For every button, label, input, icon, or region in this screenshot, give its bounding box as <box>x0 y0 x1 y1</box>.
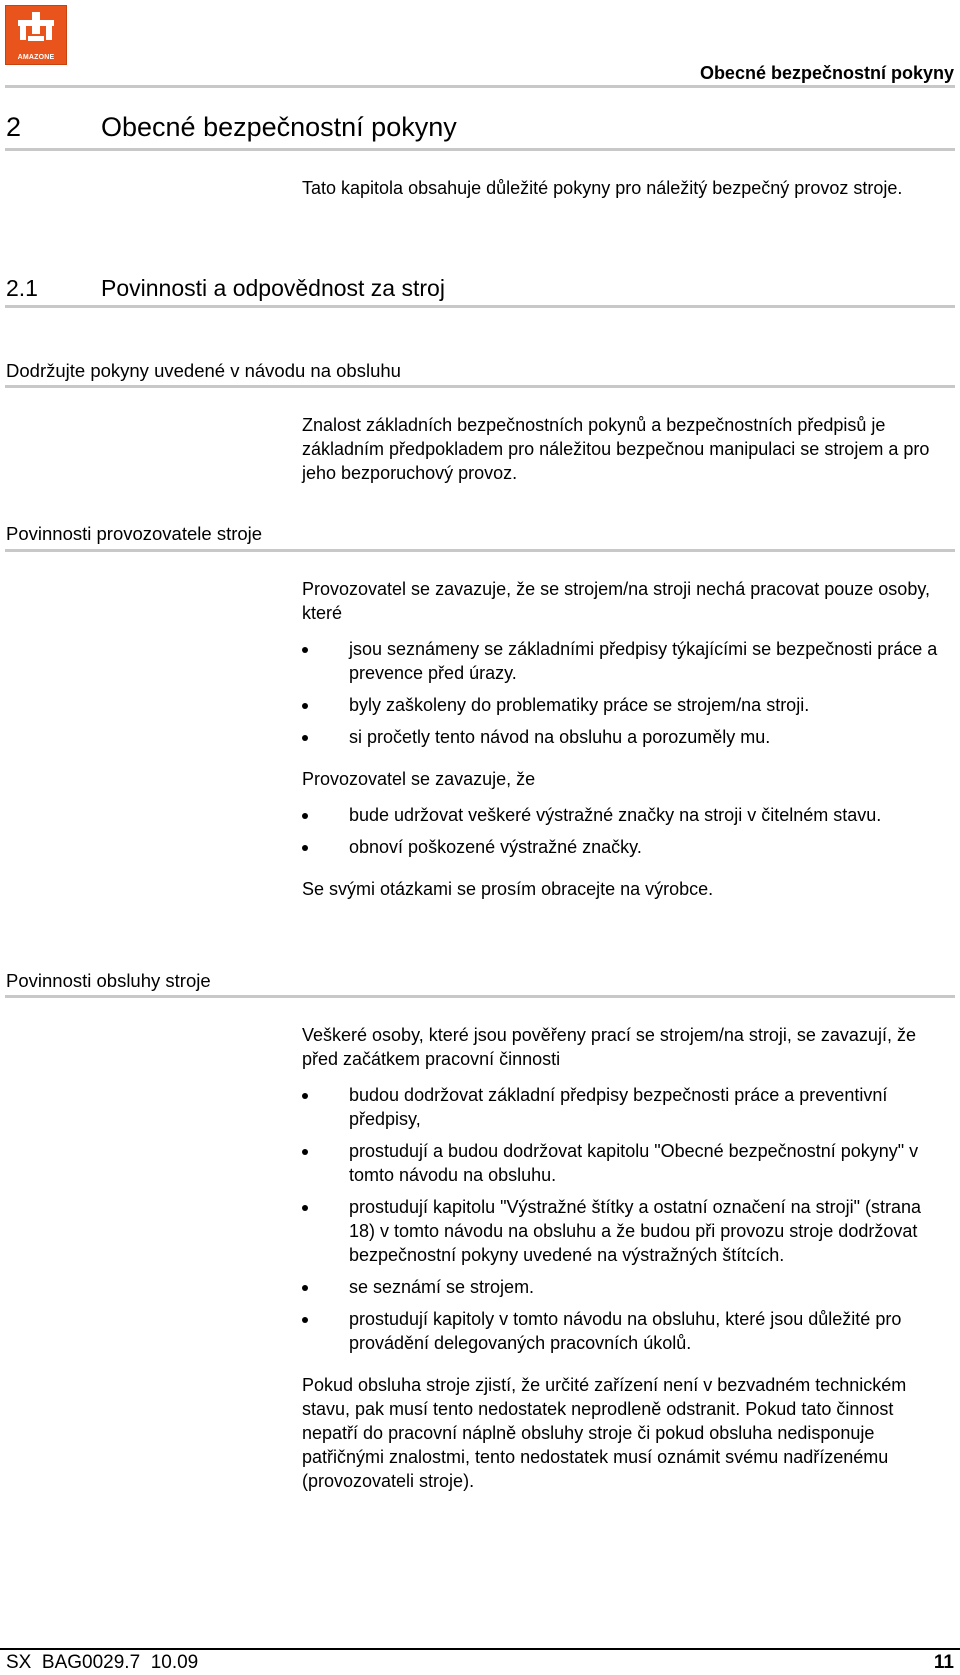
block3-intro: Veškeré osoby, které jsou pověřeny prací se strojem/na stroji, se zavazují, že před začátkem pracovní činnosti <box>302 1025 916 1069</box>
logo-text: AMAZONE <box>17 54 55 61</box>
list-item: se seznámí se strojem. <box>302 1275 952 1299</box>
chapter-number: 2 <box>6 112 22 142</box>
section-number: 2.1 <box>6 275 38 301</box>
logo-emblem-icon <box>6 6 66 52</box>
subheading-rule <box>5 995 955 998</box>
amazone-logo <box>5 5 67 65</box>
block3-closing: Pokud obsluha stroje zjistí, že určité zařízení není v bezvadném technickém stavu, pak musí tento nedostatek neprodleně odstranit. Pokud tato činnost nepatří do pracovní náplně obsluhy stroje či pokud obsluha nedisponuje patřičnými znalostmi, tento nedostatek musí oznámit svému nadřízenému (provozovateli stroje). <box>302 1375 907 1491</box>
block2-intro2: Provozovatel se zavazuje, že <box>302 769 536 789</box>
subheading-operator-duties: Povinnosti provozovatele stroje <box>6 523 263 544</box>
running-header-title: Obecné bezpečnostní pokyny <box>699 63 954 83</box>
block2-bullet-list-2 <box>302 803 952 859</box>
section-rule <box>5 305 955 308</box>
footer-doc-id: SX BAG0029.7 10.09 <box>6 1652 199 1673</box>
subheading-rule <box>5 385 955 388</box>
block2-bullet-list-1 <box>302 637 952 749</box>
subheading-rule <box>5 549 955 552</box>
footer-rule <box>0 1648 960 1650</box>
block1-text: Znalost základních bezpečnostních pokynů a bezpečnostních předpisů je základním předpokladem pro náležitou bezpečnou manipulaci se strojem a pro jeho bezporuchový provoz. <box>302 415 930 483</box>
chapter-heading <box>6 112 457 143</box>
list-item: jsou seznámeny se základními předpisy týkajícími se bezpečnosti práce a prevence před úrazy. <box>302 637 952 685</box>
list-item: obnoví poškozené výstražné značky. <box>302 835 952 859</box>
block2-intro1: Provozovatel se zavazuje, že se strojem/na stroji nechá pracovat pouze osoby, které <box>302 579 930 623</box>
block3-bullet-list <box>302 1083 952 1355</box>
list-item: prostudují a budou dodržovat kapitolu "Obecné bezpečnostní pokyny" v tomto návodu na obsluhu. <box>302 1139 952 1187</box>
list-item: byly zaškoleny do problematiky práce se strojem/na stroji. <box>302 693 952 717</box>
block3-content <box>302 1023 952 1505</box>
list-item: bude udržovat veškeré výstražné značky na stroji v čitelném stavu. <box>302 803 952 827</box>
list-item: prostudují kapitolu "Výstražné štítky a ostatní označení na stroji" (strana 18) v tomto návodu na obsluhu a že budou při provozu stroje dodržovat bezpečnostní pokyny uvedené na výstražných štítcích. <box>302 1195 952 1267</box>
page-number: 11 <box>933 1652 954 1673</box>
block2-content <box>302 577 952 913</box>
chapter-rule <box>5 148 955 151</box>
subheading-follow-instructions: Dodržujte pokyny uvedené v návodu na obsluhu <box>6 360 401 381</box>
list-item: si pročetly tento návod na obsluhu a porozuměly mu. <box>302 725 952 749</box>
subheading-staff-duties: Povinnosti obsluhy stroje <box>6 970 211 991</box>
chapter-intro: Tato kapitola obsahuje důležité pokyny pro náležitý bezpečný provoz stroje. <box>302 178 903 198</box>
header-rule <box>5 85 955 88</box>
block2-closing: Se svými otázkami se prosím obracejte na výrobce. <box>302 879 714 899</box>
section-title: Povinnosti a odpovědnost za stroj <box>101 275 445 301</box>
list-item: prostudují kapitoly v tomto návodu na obsluhu, které jsou důležité pro provádění delegovaných pracovních úkolů. <box>302 1307 952 1355</box>
list-item: budou dodržovat základní předpisy bezpečnosti práce a preventivní předpisy, <box>302 1083 952 1131</box>
chapter-title: Obecné bezpečnostní pokyny <box>101 112 457 142</box>
section-heading <box>6 275 445 302</box>
